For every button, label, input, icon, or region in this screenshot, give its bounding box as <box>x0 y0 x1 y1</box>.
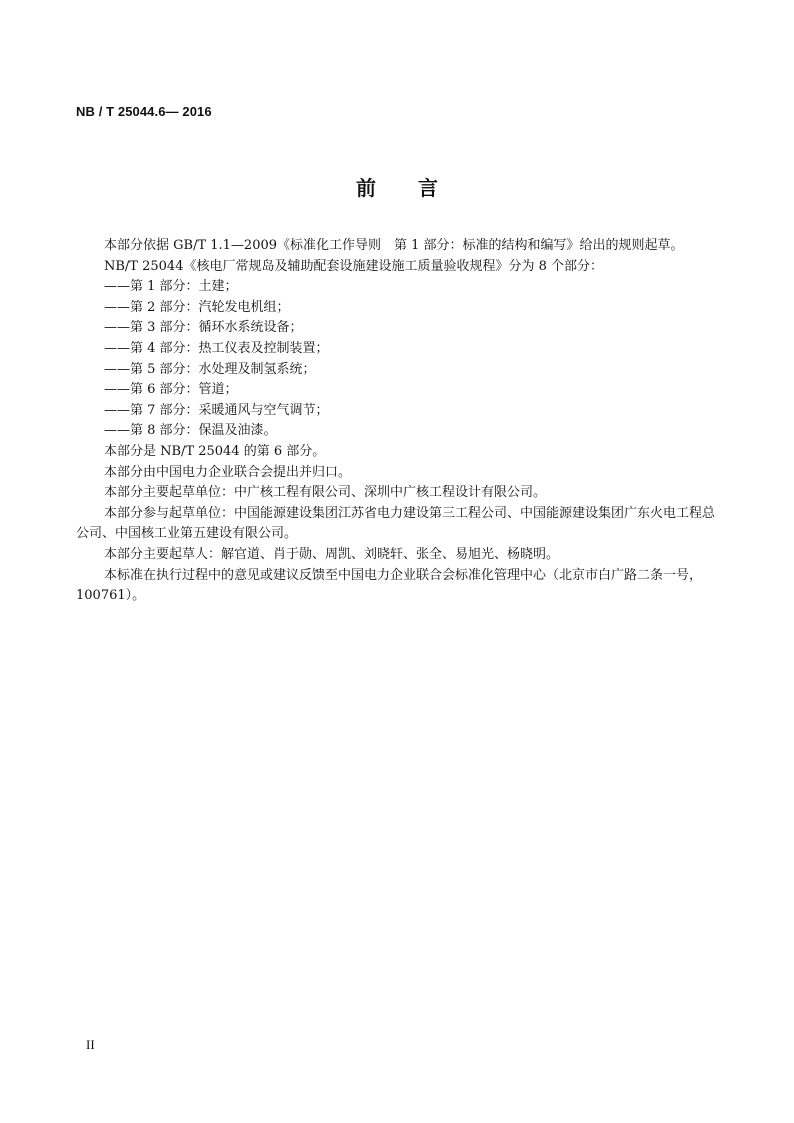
page-number: II <box>86 1037 95 1052</box>
list-item: ——第 8 部分：保温及油漆。 <box>104 423 277 439</box>
list-item: ——第 1 部分：土建； <box>104 279 238 295</box>
list-item: ——第 2 部分：汽轮发电机组； <box>104 299 290 315</box>
paragraph-feedback: 本标准在执行过程中的意见或建议反馈至中国电力企业联合会标准化管理中心（北京市白广路二条一号，100761）。 <box>76 567 703 604</box>
standard-code: NB / T 25044.6— 2016 <box>76 104 212 119</box>
foreword-body <box>76 236 716 607</box>
list-item: ——第 7 部分：采暖通风与空气调节； <box>104 402 329 418</box>
title-char-2: 言 <box>418 176 438 200</box>
list-item: ——第 5 部分：水处理及制氢系统； <box>104 361 316 377</box>
title-char-1: 前 <box>356 176 376 200</box>
paragraph-part-number: 本部分是 NB/T 25044 的第 6 部分。 <box>104 443 326 459</box>
paragraph-main-drafting-units: 本部分主要起草单位：中广核工程有限公司、深圳中广核工程设计有限公司。 <box>104 485 547 501</box>
paragraph-parts-intro: NB/T 25044《核电厂常规岛及辅助配套设施建设施工质量验收规程》分为 8 个部分： <box>104 258 604 274</box>
list-item: ——第 6 部分：管道； <box>104 382 238 398</box>
paragraph-proposer: 本部分由中国电力企业联合会提出并归口。 <box>104 464 352 480</box>
paragraph-drafting-basis: 本部分依据 GB/T 1.1—2009《标准化工作导则 第 1 部分：标准的结构和编写》给出的规则起草。 <box>104 238 684 253</box>
list-item: ——第 4 部分：热工仪表及控制装置； <box>104 340 329 356</box>
list-item: ——第 3 部分：循环水系统设备； <box>104 320 303 336</box>
paragraph-main-drafters: 本部分主要起草人：解官道、肖于勋、周凯、刘晓轩、张全、易旭光、杨晓明。 <box>104 546 560 562</box>
page-title <box>0 172 794 201</box>
paragraph-participating-units: 本部分参与起草单位：中国能源建设集团江苏省电力建设第三工程公司、中国能源建设集团广东火电工程总公司、中国核工业第五建设有限公司。 <box>76 505 716 542</box>
